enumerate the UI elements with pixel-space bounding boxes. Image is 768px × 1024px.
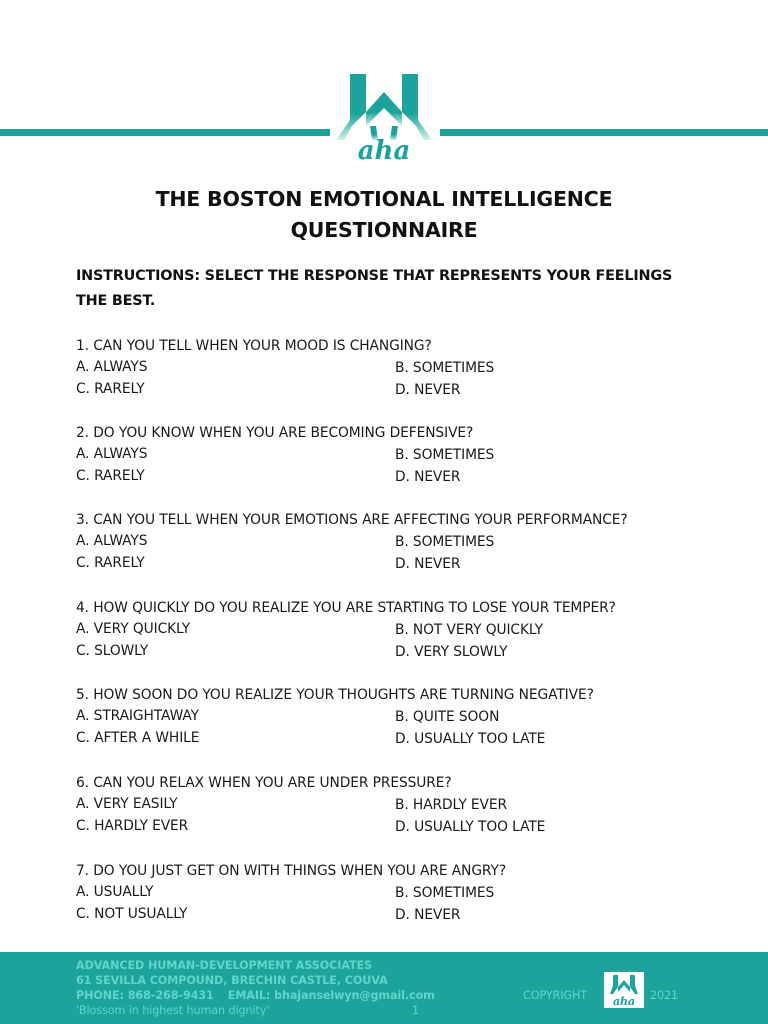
question-text: 3. CAN YOU TELL WHEN YOUR EMOTIONS ARE AFFECTING YOUR PERFORMANCE? [76, 512, 628, 528]
option-b: B. NOT VERY QUICKLY [395, 622, 543, 638]
option-a: A. ALWAYS [76, 359, 148, 375]
question-text: 6. CAN YOU RELAX WHEN YOU ARE UNDER PRESSURE? [76, 775, 452, 791]
option-c: C. RARELY [76, 555, 145, 571]
question-text: 5. HOW SOON DO YOU REALIZE YOUR THOUGHTS ARE TURNING NEGATIVE? [76, 687, 594, 703]
option-a: A. ALWAYS [76, 446, 148, 462]
question-text: 4. HOW QUICKLY DO YOU REALIZE YOU ARE STARTING TO LOSE YOUR TEMPER? [76, 600, 616, 616]
footer-logo-wordmark: aha [613, 995, 635, 1008]
option-d: D. VERY SLOWLY [395, 644, 508, 660]
title-line-2: QUESTIONNAIRE [290, 218, 478, 242]
option-d: D. NEVER [395, 556, 461, 572]
option-d: D. NEVER [395, 469, 461, 485]
option-a: A. STRAIGHTAWAY [76, 708, 199, 724]
option-b: B. QUITE SOON [395, 709, 500, 725]
footer-org: ADVANCED HUMAN-DEVELOPMENT ASSOCIATES [76, 959, 373, 972]
option-d: D. NEVER [395, 907, 461, 923]
option-c: C. RARELY [76, 468, 145, 484]
option-c: C. NOT USUALLY [76, 906, 188, 922]
option-d: D. NEVER [395, 382, 461, 398]
option-d: D. USUALLY TOO LATE [395, 731, 546, 747]
footer-aha-logo [604, 972, 644, 1008]
option-c: C. RARELY [76, 381, 145, 397]
header-rule-right [440, 129, 768, 136]
footer-contact [76, 989, 435, 1002]
title-line-1: THE BOSTON EMOTIONAL INTELLIGENCE [155, 187, 613, 211]
option-a: A. VERY QUICKLY [76, 621, 191, 637]
footer-tagline: 'Blossom in highest human dignity' [76, 1004, 270, 1017]
header-rule-left [0, 129, 330, 136]
option-c: C. SLOWLY [76, 643, 149, 659]
option-a: A. ALWAYS [76, 533, 148, 549]
page-number: 1 [412, 1004, 420, 1017]
footer-email: EMAIL: bhajanselwyn@gmail.com [227, 989, 435, 1002]
question-text: 2. DO YOU KNOW WHEN YOU ARE BECOMING DEFENSIVE? [76, 425, 474, 441]
page-title [0, 184, 768, 246]
option-c: C. HARDLY EVER [76, 818, 189, 834]
question-text: 7. DO YOU JUST GET ON WITH THINGS WHEN YOU ARE ANGRY? [76, 863, 507, 879]
footer-year: 2021 [650, 989, 679, 1002]
option-b: B. SOMETIMES [395, 447, 495, 463]
question-text: 1. CAN YOU TELL WHEN YOUR MOOD IS CHANGING? [76, 338, 432, 354]
footer-copyright: COPYRIGHT [523, 989, 588, 1002]
option-b: B. SOMETIMES [395, 360, 495, 376]
option-d: D. USUALLY TOO LATE [395, 819, 546, 835]
option-b: B. SOMETIMES [395, 534, 495, 550]
option-a: A. VERY EASILY [76, 796, 178, 812]
option-c: C. AFTER A WHILE [76, 730, 200, 746]
aha-logo [330, 68, 438, 164]
option-b: B. SOMETIMES [395, 885, 495, 901]
footer-phone: PHONE: 868-268-9431 [76, 989, 214, 1002]
logo-wordmark: aha [357, 136, 411, 164]
footer-address: 61 SEVILLA COMPOUND, BRECHIN CASTLE, COUVA [76, 974, 388, 987]
option-b: B. HARDLY EVER [395, 797, 507, 813]
instructions: INSTRUCTIONS: SELECT THE RESPONSE THAT REPRESENTS YOUR FEELINGS THE BEST. [76, 268, 673, 309]
page-footer [0, 952, 768, 1024]
option-a: A. USUALLY [76, 884, 154, 900]
